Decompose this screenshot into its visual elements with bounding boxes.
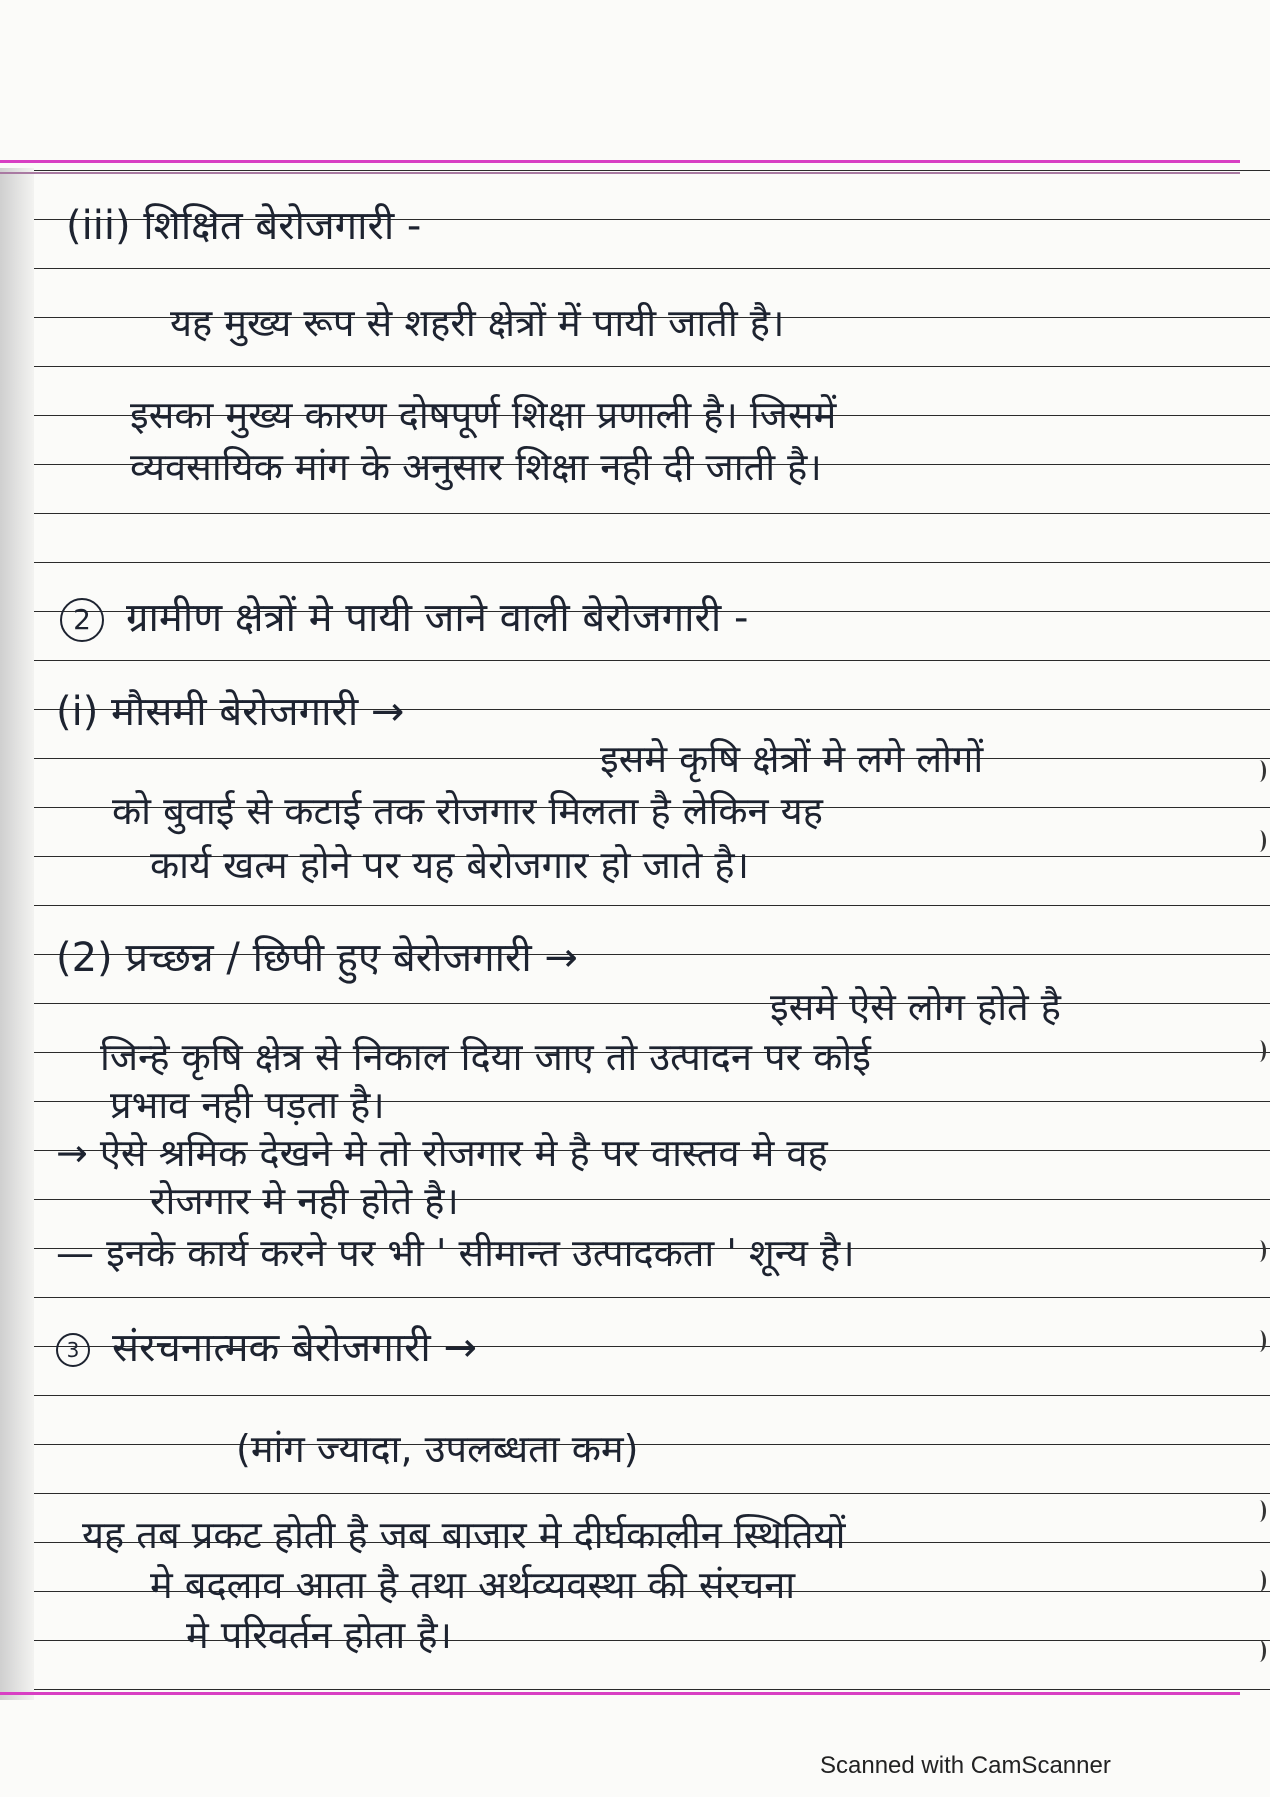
note-line: को बुवाई से कटाई तक रोजगार मिलता है लेकिन यह <box>112 789 823 833</box>
note-line: जिन्हे कृषि क्षेत्र से निकाल दिया जाए तो उत्पादन पर कोई <box>100 1035 871 1079</box>
subheading-seasonal-unemployment: (i) मौसमी बेरोजगारी → <box>56 689 405 735</box>
subheading-disguised-unemployment: (2) प्रच्छन्न / छिपी हुए बेरोजगारी → <box>56 935 578 981</box>
note-line: इसका मुख्य कारण दोषपूर्ण शिक्षा प्रणाली है। जिसमें <box>130 393 837 437</box>
spiral-ring <box>1253 760 1266 782</box>
note-line: प्रभाव नही पड़ता है। <box>110 1083 385 1127</box>
note-line: यह मुख्य रूप से शहरी क्षेत्रों में पायी जाती है। <box>170 301 785 345</box>
note-line: यह तब प्रकट होती है जब बाजार मे दीर्घकालीन स्थितियों <box>82 1513 846 1557</box>
top-margin-line <box>0 160 1240 163</box>
top-margin-line-secondary <box>0 172 1240 174</box>
section-heading-structural-unemployment <box>56 1318 477 1373</box>
section-heading-rural-unemployment <box>60 588 748 643</box>
note-line: इसमे ऐसे लोग होते है <box>770 985 1061 1029</box>
note-line: रोजगार मे नही होते है। <box>150 1179 459 1223</box>
scanner-watermark: Scanned with CamScanner <box>820 1752 1111 1779</box>
section-number-badge: 3 <box>56 1333 90 1367</box>
note-line: (मांग ज्यादा, उपलब्धता कम) <box>236 1427 639 1471</box>
note-line: मे बदलाव आता है तथा अर्थव्यवस्था की संरचना <box>150 1563 796 1607</box>
section-heading-educated-unemployment: (iii) शिक्षित बेरोजगारी - <box>66 203 422 249</box>
section-heading-text: संरचनात्मक बेरोजगारी → <box>112 1325 478 1371</box>
spiral-ring <box>1253 1330 1266 1352</box>
note-line: → ऐसे श्रमिक देखने मे तो रोजगार मे है पर वास्तव मे वह <box>56 1131 828 1175</box>
section-number-badge: 2 <box>60 598 104 642</box>
spiral-ring <box>1253 830 1266 852</box>
section-heading-text: ग्रामीण क्षेत्रों मे पायी जाने वाली बेरोजगारी - <box>126 595 749 641</box>
bottom-margin-line <box>0 1692 1240 1695</box>
note-line: कार्य खत्म होने पर यह बेरोजगार हो जाते है। <box>150 843 749 887</box>
note-line: — इनके कार्य करने पर भी ' सीमान्त उत्पादकता ' शून्य है। <box>56 1231 855 1275</box>
note-line: इसमे कृषि क्षेत्रों मे लगे लोगों <box>600 737 984 781</box>
page-top-margin <box>0 0 1270 168</box>
spiral-ring <box>1253 1500 1266 1522</box>
spiral-ring <box>1253 1640 1266 1662</box>
note-line: मे परिवर्तन होता है। <box>186 1613 452 1657</box>
spiral-ring <box>1253 1240 1266 1262</box>
page-bottom-margin <box>0 1700 1270 1797</box>
spiral-ring <box>1253 1570 1266 1592</box>
spiral-ring <box>1253 1040 1266 1062</box>
note-line: व्यवसायिक मांग के अनुसार शिक्षा नही दी जाती है। <box>130 445 822 489</box>
